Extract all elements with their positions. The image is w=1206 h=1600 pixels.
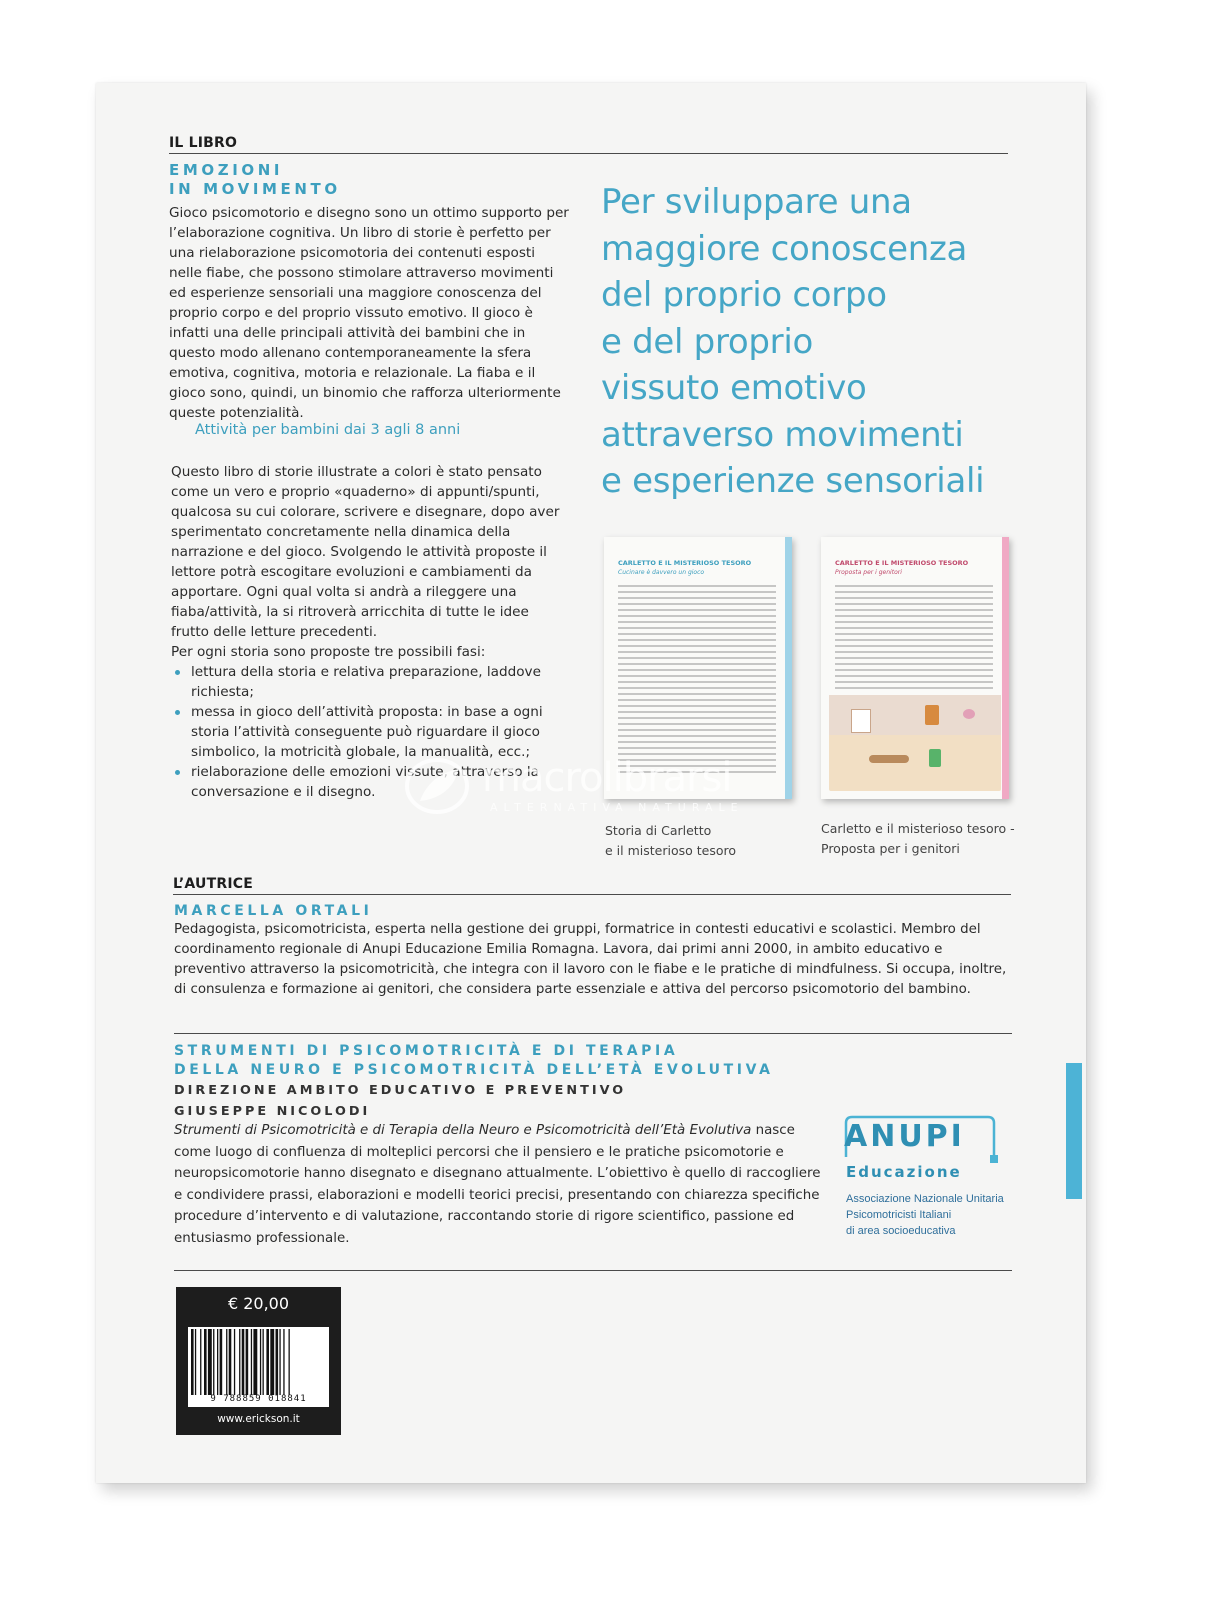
barcode-bar	[266, 1329, 269, 1395]
barcode-bar	[220, 1329, 223, 1395]
author-name: MARCELLA ORTALI	[174, 903, 373, 919]
barcode-bar	[276, 1329, 279, 1395]
section-label-autrice: L’AUTRICE	[173, 876, 253, 892]
thumb-accent-strip	[1002, 537, 1009, 799]
page-thumbnail-parents	[821, 537, 1009, 799]
thumb-subtitle: Proposta per i genitori	[835, 569, 902, 576]
quote-line: del proprio corpo	[601, 275, 887, 315]
barcode-bar	[239, 1329, 240, 1395]
series-title-line1: STRUMENTI DI PSICOMOTRICITÀ E DI TERAPIA	[174, 1043, 679, 1059]
barcode-bar	[246, 1329, 249, 1395]
quote-line: maggiore conoscenza	[601, 228, 968, 269]
kitchen-illustration	[829, 695, 1001, 791]
barcode-bar	[270, 1329, 274, 1395]
barcode-bar	[234, 1329, 235, 1395]
barcode-block	[176, 1321, 341, 1435]
series-title-line2: DELLA NEURO E PSICOMOTRICITÀ DELL’ETÀ EVOLUTIVA	[174, 1062, 774, 1078]
series-direction: DIREZIONE AMBITO EDUCATIVO E PREVENTIVO	[174, 1083, 627, 1098]
barcode-bar	[226, 1329, 227, 1395]
quote-line: vissuto emotivo	[601, 368, 867, 408]
thumb-text-lines	[618, 585, 776, 777]
list-item: messa in gioco dell’attività proposta: in base a ogni storia l’attività conseguente può riguardare il gioco simbolico, la motricità globale, la manualità, ecc.;	[171, 702, 571, 762]
anupi-logo-text: ANUPI	[844, 1119, 965, 1154]
book-back-cover	[96, 83, 1086, 1483]
price-tag: € 20,00	[176, 1287, 341, 1321]
section-rule-libro	[169, 153, 1008, 154]
anupi-org-name	[846, 1191, 1004, 1239]
barcode-bar	[217, 1329, 218, 1395]
barcode-bar	[263, 1329, 264, 1395]
barcode-bar	[260, 1329, 261, 1395]
thumb-title: CARLETTO E IL MISTERIOSO TESORO	[835, 559, 969, 567]
illustration-jar	[851, 709, 871, 733]
series-director: GIUSEPPE NICOLODI	[174, 1104, 371, 1119]
leaf-icon	[402, 755, 472, 817]
anupi-org-line: Psicomotricisti Italiani	[846, 1209, 952, 1221]
quote-line: attraverso movimenti	[601, 414, 964, 455]
author-bio: Pedagogista, psicomotricista, esperta nella gestione dei gruppi, formatrice in contesti educativi e scolastici. Membro del coordinamento regionale di Anupi Educazione Emilia Romagna. Lavora, dai primi anni 2000, in ambito educativo e preventivo attraverso la psicomotricità, che integra con il lavoro con le fiabe e le pratiche di mindfulness. Si occupa, inoltre, di consulenza e formazione ai genitori, che considera parte essenziale e attiva del percorso psicomotorio del bambino.	[174, 922, 1007, 997]
watermark-brand: macrolibrarsi	[482, 755, 732, 801]
barcode-box	[188, 1327, 329, 1407]
libro-paragraph-2	[171, 462, 571, 802]
anupi-org-line: Associazione Nazionale Unitaria	[846, 1193, 1004, 1205]
caption-line: e il misterioso tesoro	[605, 843, 736, 858]
quote-line: e del proprio	[601, 321, 814, 362]
illustration-spoon	[869, 755, 909, 763]
pull-quote	[601, 179, 984, 505]
barcode-bar	[279, 1329, 280, 1395]
quote-line: Per sviluppare una	[601, 182, 912, 222]
barcode-bar	[208, 1329, 212, 1395]
caption-line: Storia di Carletto	[605, 823, 712, 838]
barcode-bar	[289, 1329, 290, 1395]
spine-color-tab	[1066, 1063, 1082, 1199]
section-label-libro: IL LIBRO	[169, 135, 238, 151]
publisher-url: www.erickson.it	[217, 1413, 300, 1425]
illustration-bottle	[929, 749, 941, 767]
barcode-bar	[229, 1329, 232, 1395]
barcode-digits: 9 788859 018841	[210, 1394, 307, 1404]
series-description-rest: nasce come luogo di confluenza di molteplici percorsi che il pensiero e le pratiche psicomotorie e neuropsicomotorie hanno disegnato e disegnano attualmente. L’obiettivo è quello di raccogliere e condividere prassi, elaborazioni e modelli teorici precisi, presentando con chiarezza specifiche procedure d’intervento e di valutazione, raccontando storie di rigore scientifico, passione ed entusiasmo professionale.	[174, 1123, 821, 1246]
barcode-bar	[200, 1329, 201, 1395]
phases-intro: Per ogni storia sono proposte tre possibili fasi:	[171, 644, 486, 660]
barcode-bar	[213, 1329, 214, 1395]
series-title	[174, 1042, 774, 1080]
series-description	[174, 1120, 824, 1249]
barcode-bar	[204, 1329, 207, 1395]
section-rule-autrice	[173, 894, 1011, 895]
book-title-line2: IN MOVIMENTO	[169, 180, 341, 198]
anupi-logo	[838, 1113, 1018, 1243]
list-item: lettura della storia e relativa preparazione, laddove richiesta;	[171, 662, 571, 702]
illustration-cup	[963, 709, 975, 719]
barcode-bar	[283, 1329, 284, 1395]
barcode-bar	[251, 1329, 252, 1395]
thumb-text-lines	[835, 585, 993, 693]
barcode-bar	[195, 1329, 196, 1395]
section-rule-collana	[174, 1033, 1012, 1034]
book-title-line1: EMOZIONI	[169, 161, 284, 179]
barcode-bar	[242, 1329, 245, 1395]
list-item: rielaborazione delle emozioni vissute, attraverso la conversazione e il disegno.	[171, 762, 571, 802]
barcode-bar	[191, 1329, 194, 1395]
age-range: Attività per bambini dai 3 agli 8 anni	[195, 422, 461, 438]
thumb-caption-parents	[821, 819, 1015, 859]
libro-paragraph-2-text: Questo libro di storie illustrate a colori è stato pensato come un vero e proprio «quaderno» di appunti/spunti, qualcosa su cui colorare, scrivere e disegnare, dopo aver sperimentato concretamente nella dinamica della narrazione e del gioco. Svolgendo le attività proposte il lettore potrà escogitare evoluzioni e cambiamenti da apportare. Ogni qual volta si andrà a rileggere una fiaba/attività, la si ritroverà arricchita di tutte le idee frutto delle letture precedenti.	[171, 464, 560, 640]
quote-line: e esperienze sensoriali	[601, 461, 985, 501]
book-title	[169, 161, 341, 199]
watermark-tagline: ALTERNATIVA NATURALE	[490, 801, 744, 814]
illustration-box	[925, 705, 939, 725]
section-rule-bottom	[174, 1270, 1012, 1271]
thumb-subtitle: Cucinare è davvero un gioco	[618, 569, 705, 576]
caption-line: Carletto e il misterioso tesoro -	[821, 821, 1015, 836]
libro-paragraph-1: Gioco psicomotorio e disegno sono un ottimo supporto per l’elaborazione cognitiva. Un libro di storie è perfetto per una rielaborazione psicomotoria dei contenuti esposti nelle fiabe, che possono stimolare attraverso movimenti ed esperienze sensoriali una maggiore conoscenza del proprio corpo e del proprio vissuto emotivo. Il gioco è infatti una delle principali attività dei bambini che in questo modo allenano contemporaneamente la sfera emotiva, cognitiva, motoria e relazionale. La fiaba e il gioco sono, quindi, un binomio che rafforza ulteriormente queste potenzialità.	[169, 205, 569, 421]
thumb-title: CARLETTO E IL MISTERIOSO TESORO	[618, 559, 752, 567]
caption-line: Proposta per i genitori	[821, 841, 960, 856]
thumb-caption-story	[605, 821, 736, 861]
anupi-org-line: di area socioeducativa	[846, 1225, 956, 1237]
barcode-bars	[188, 1329, 329, 1395]
barcode-bar	[253, 1329, 257, 1395]
anupi-subtitle: Educazione	[846, 1163, 962, 1181]
thumb-accent-strip	[785, 537, 792, 799]
series-description-italic: Strumenti di Psicomotricità e di Terapia della Neuro e Psicomotricità dell’Età Evolutiva	[174, 1123, 752, 1138]
